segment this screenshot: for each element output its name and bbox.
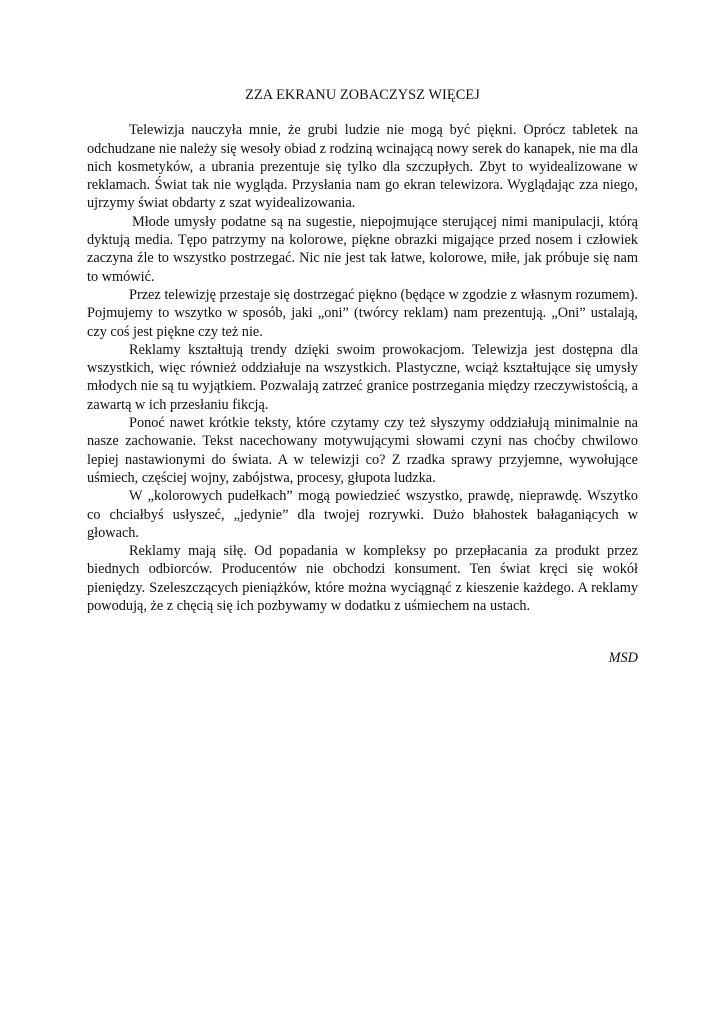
author-signature: MSD [608,650,638,667]
paragraph-3: Przez telewizję przestaje się dostrzegać piękno (będące w zgodzie z własnym rozumem). Pojmujemy to wszytko w sposób, jaki „oni” (twórcy reklam) nam prezentują. „Oni” ustalają, czy coś jest piękne czy też nie. [87,286,638,340]
paragraph-7: Reklamy mają siłę. Od popadania w kompleksy po przepłacania za produkt przez biednych odbiorców. Producentów nie obchodzi konsument. Ten świat kręci się wokół pieniędzy. Szeleszczących pieniążków, które można wyciągnąć z kieszenie każdego. A reklamy powodują, że z chęcią się ich pozbywamy w dodatku z uśmiechem na ustach. [87,543,638,615]
document-title: ZZA EKRANU ZOBACZYSZ WIĘCEJ [245,87,480,103]
paragraph-1: Telewizja nauczyła mnie, że grubi ludzie nie mogą być piękni. Oprócz tabletek na odchudzane nie należy się wesoły obiad z rodziną wcinającą nowy serek do kanapek, nie ma dla nich kosmetyków, a ubrania prezentuje się tylko dla szczupłych. Zbyt to wyidealizowane w reklamach. Świat tak nie wygląda. Przysłania nam go ekran telewizora. Wyglądając zza niego, ujrzymy świat obdarty z szat wyidealizowania. [87,122,639,212]
document-page [87,86,638,668]
paragraph-2: Młode umysły podatne są na sugestie, niepojmujące sterującej nimi manipulacji, którą dyktują media. Tępo patrzymy na kolorowe, piękne obrazki migające przed nosem i człowiek zaczyna źle to wszystko postrzegać. Nic nie jest tak łatwe, kolorowe, miłe, jak próbuje się nam to wmówić. [87,213,638,285]
paragraph-5: Ponoć nawet krótkie teksty, które czytamy czy też słyszymy oddziałują minimalnie na nasze zachowanie. Tekst nacechowany motywującymi słowami czyni nas choćby chwilowo lepiej nastawionymi do świata. A w telewizji co? Z rzadka sprawy przyjemne, wywołujące uśmiech, częściej wojny, zabójstwa, procesy, głupota ludzka. [87,415,638,486]
paragraph-6: W „kolorowych pudełkach” mogą powiedzieć wszystko, prawdę, nieprawdę. Wszytko co chciałbyś usłyszeć, „jedynie” dla twojej rozrywki. Dużo błahostek bałaganiących w głowach. [87,488,638,541]
paragraph-4: Reklamy kształtują trendy dzięki swoim prowokacjom. Telewizja jest dostępna dla wszystkich, więc również oddziałuje na wszystkich. Plastyczne, wciąż kształtujące się umysły młodych nie są tu wyjątkiem. Pozwalają zatrzeć granice postrzegania między rzeczywistością, a zawartą w ich przesłaniu fikcją. [87,341,638,413]
